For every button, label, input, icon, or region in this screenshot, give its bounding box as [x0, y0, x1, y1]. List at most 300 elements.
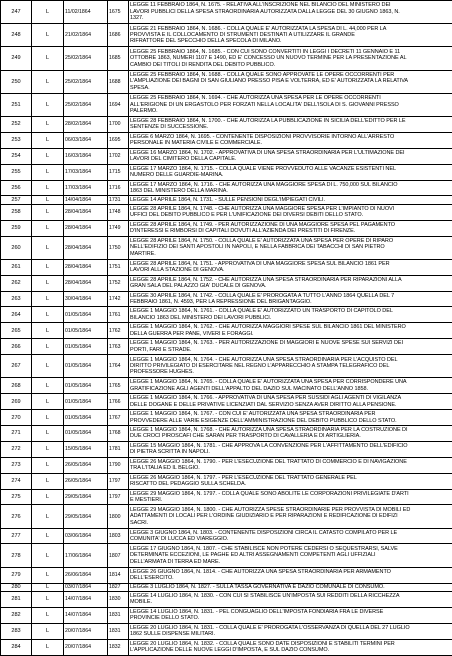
act-number: 1797: [108, 473, 129, 489]
table-row: [1, 339, 452, 355]
description-line: L'AMPLIAZIONE DEI BAGNI DI SAN GIULIANO PRESSO PISA E VOLTERRA, ED E' AUTORIZZATA LA RELATIVA: [130, 78, 451, 84]
act-description: [129, 544, 452, 567]
table-row: [1, 275, 452, 291]
act-number: 1716: [108, 180, 129, 196]
act-description: [129, 623, 452, 639]
act-type: L: [32, 70, 64, 93]
table-row: [1, 1, 452, 24]
act-number: 1800: [108, 505, 129, 528]
description-line: LEGGE 1 MAGGIO 1864, N. 1763. - PER AUTORIZZAZIONE DI MAGGIORI E NUOVE SPESE SUI SERVIZI DEI: [130, 340, 451, 346]
table-row: [1, 307, 452, 323]
description-line: LEGGE 28 FEBBRAIO 1864, N. 1700. - CHE AUTORIZZA LA PUBBLICAZIONE IN SICILIA DELL'EDITTO PER LE: [130, 118, 451, 124]
description-line: LEGGE 14 APRILE 1864, N. 1731. - SULLE PENSIONI DEGL'IMPIEGATI CIVILI.: [130, 197, 451, 203]
description-line: PERSONALE IN MATERIA CIVILE E COMMERCIALE.: [130, 140, 451, 146]
act-type: L: [32, 623, 64, 639]
act-type: L: [32, 236, 64, 259]
act-type: L: [32, 591, 64, 607]
act-description: [129, 204, 452, 220]
act-description: [129, 116, 452, 132]
act-type: L: [32, 544, 64, 567]
entry-number: 249: [1, 47, 32, 70]
act-description: [129, 505, 452, 528]
entry-number: 269: [1, 394, 32, 410]
act-description: [129, 583, 452, 591]
description-line: RISCATTO DEL PEDAGGIO SULLA SCHELDA.: [130, 481, 451, 487]
entry-number: 277: [1, 528, 32, 544]
description-line: OTTOBRE 1863, NUMERI 1107 E 1490, ED E' CONCESSO UN NUOVO TERMINE PER LA PRESENTAZIONE AL: [130, 55, 451, 61]
act-date: 03/06/1864: [64, 528, 108, 544]
act-description: [129, 528, 452, 544]
act-date: 01/05/1864: [64, 410, 108, 426]
act-type: L: [32, 473, 64, 489]
act-number: 1742: [108, 291, 129, 307]
act-number: 1830: [108, 591, 129, 607]
act-type: L: [32, 339, 64, 355]
act-type: L: [32, 148, 64, 164]
description-line: LEGGE 28 APRILE 1864, N. 1752. - CHE AUTORIZZA UNA SPESA STRAORDINARIA PER RIPARAZIONI ALLA: [130, 277, 451, 283]
table-row: [1, 323, 452, 339]
act-date: 26/06/1864: [64, 567, 108, 583]
entry-number: 263: [1, 291, 32, 307]
act-date: 01/05/1864: [64, 425, 108, 441]
description-line: PORTI, FARI E STRADE.: [130, 347, 451, 353]
act-date: 20/07/1864: [64, 639, 108, 655]
table-row: [1, 93, 452, 116]
act-number: 1702: [108, 148, 129, 164]
table-row: [1, 47, 452, 70]
description-line: LEGGE 1 MAGGIO 1864, N. 1764. - CHE AUTORIZZA UNA SPESA STRAORDINARIA PER L'ACQUISTO DEL: [130, 357, 451, 363]
table-row: [1, 24, 452, 47]
act-type: L: [32, 259, 64, 275]
description-line: LEGGE 28 APRILE 1864, N. 1748. - CHE AUTORIZZA UNA MAGGIORE SPESA PER L'IMPIANTO DI NUOVI: [130, 206, 451, 212]
entry-number: 255: [1, 164, 32, 180]
description-line: SACRI.: [130, 520, 451, 526]
description-line: DELL'ESERCITO.: [130, 575, 451, 581]
act-description: [129, 394, 452, 410]
act-type: L: [32, 583, 64, 591]
entry-number: 281: [1, 591, 32, 607]
description-line: DI PIETRA SCRITTA IN NAPOLI.: [130, 449, 451, 455]
description-line: PALERMO.: [130, 108, 451, 114]
description-line: TRA L'ITALIA ED IL BELGIO.: [130, 465, 451, 471]
act-date: 01/05/1864: [64, 355, 108, 378]
act-type: L: [32, 220, 64, 236]
description-line: LEGGE 29 MAGGIO 1864, N. 1800. - CHE AUTORIZZA SPESE STRAORDINARIE PER PROVVISTA DI MOBILI ED: [130, 507, 451, 513]
act-number: 1752: [108, 275, 129, 291]
act-number: 1749: [108, 220, 129, 236]
act-number: 1767: [108, 410, 129, 426]
act-number: 1831: [108, 607, 129, 623]
act-type: L: [32, 489, 64, 505]
entry-number: 280: [1, 583, 32, 591]
entry-number: 268: [1, 378, 32, 394]
act-type: L: [32, 196, 64, 204]
act-number: 1781: [108, 441, 129, 457]
act-date: 17/06/1864: [64, 544, 108, 567]
description-line: LEGGE 1 MAGGIO 1864, N. 1768. - CHE AUTORIZZA UNA SPESA STRAORDINARIA PER LA COSTRUZIONE DI: [130, 427, 451, 433]
entry-number: 284: [1, 639, 32, 655]
table-row: [1, 259, 452, 275]
act-type: L: [32, 457, 64, 473]
entry-number: 273: [1, 457, 32, 473]
table-row: [1, 457, 452, 473]
act-date: 01/05/1864: [64, 378, 108, 394]
description-line: L'APPLICAZIONE DELLE NUOVE LEGGI D'IMPOSTA, E SUL DAZIO CONSUMO.: [130, 647, 451, 653]
table-row: [1, 204, 452, 220]
description-line: LEGGE 21 FEBBRAIO 1864, N. 1686. - COLLA QUALE E' AUTORIZZATA LA SPESA DI L. 44,000 PER LA: [130, 26, 451, 32]
description-line: LEGGE 1 MAGGIO 1864, N. 1765. - COLLA QUALE E' AUTORIZZATA UNA SPESA PER CORRISPONDERE UNA: [130, 379, 451, 385]
description-line: LEGGE 25 FEBBRAIO 1864, N. 1685. - CON CUI SONO CONVERTITI IN LEGGI I DECRETI 11 GENNAIO E 11: [130, 49, 451, 55]
act-type: L: [32, 567, 64, 583]
act-description: [129, 473, 452, 489]
act-type: L: [32, 441, 64, 457]
entry-number: 259: [1, 220, 32, 236]
description-line: 1327.: [130, 15, 451, 21]
description-line: LAVORI DEL CIMITERO DELLA CAPITALE.: [130, 156, 451, 162]
table-row: [1, 116, 452, 132]
description-line: DELLA GUERRA PER PANE, VIVERI E FORAGGI.: [130, 331, 451, 337]
act-date: 28/04/1864: [64, 220, 108, 236]
act-description: [129, 180, 452, 196]
entry-number: 272: [1, 441, 32, 457]
description-line: LEGGE 6 MARZO 1864, N. 1695. - CONTENENTE DISPOSIZIONI PROVVISORIE INTORNO ALL'ARRESTO: [130, 134, 451, 140]
act-number: 1763: [108, 339, 129, 355]
act-description: [129, 323, 452, 339]
description-line: LEGGE 17 MARZO 1864, N. 1715. - COLLA QUALE VIENE PROVVEDUTO ALLE VACANZE ESISTENTI NEL: [130, 166, 451, 172]
table-row: [1, 591, 452, 607]
act-type: L: [32, 394, 64, 410]
table-row: [1, 148, 452, 164]
act-description: [129, 164, 452, 180]
description-line: LEGGE 30 APRILE 1864, N. 1742. - COLLA QUALE E' PROROGATA A TUTTO L'ANNO 1864 QUELLA DEL 7: [130, 293, 451, 299]
act-type: L: [32, 607, 64, 623]
act-type: L: [32, 639, 64, 655]
act-date: 06/03/1864: [64, 132, 108, 148]
entry-number: 252: [1, 116, 32, 132]
description-line: LEGGE 14 LUGLIO 1864, N. 1830. - CON CUI SI STABILISCE UN'IMPOSTA SUI REDDITI DELLA RICCHEZZA: [130, 593, 451, 599]
act-description: [129, 489, 452, 505]
entry-number: 279: [1, 567, 32, 583]
table-row: [1, 583, 452, 591]
act-description: [129, 591, 452, 607]
act-number: 1768: [108, 425, 129, 441]
act-description: [129, 567, 452, 583]
act-date: 14/04/1864: [64, 196, 108, 204]
description-line: BILANCIO 1863 DEL MINISTERO DEI LAVORI PUBBLICI.: [130, 315, 451, 321]
act-description: [129, 132, 452, 148]
description-line: DIRITTO PRIVILEGIATO DI ESERCITARE NEL REGNO L'APPARECCHIO A STAMPA TELEGRAFICO DEL: [130, 363, 451, 369]
act-type: L: [32, 24, 64, 47]
table-row: [1, 441, 452, 457]
description-line: DELL'ARMATA DI TERRA ED MARE.: [130, 559, 451, 565]
entry-number: 274: [1, 473, 32, 489]
act-date: 28/04/1864: [64, 236, 108, 259]
entry-number: 282: [1, 607, 32, 623]
act-type: L: [32, 164, 64, 180]
description-line: DUE CROCI PIROSCAFI CHE SARAN PER TRASPORTO DI CAVALLERIA E DI ARTIGLIERIA.: [130, 433, 451, 439]
act-date: 11/02/1864: [64, 1, 108, 24]
act-description: [129, 425, 452, 441]
description-line: 1863 DEL MINISTERO DELLA MARINA.: [130, 188, 451, 194]
act-description: [129, 607, 452, 623]
act-number: 1761: [108, 307, 129, 323]
description-line: LEGGE 17 GIUGNO 1864, N. 1807. - CHE STABILISCE NON POTERE CEDERSI O SEQUESTRARSI, SALVE: [130, 546, 451, 552]
description-line: LEGGE 1 MAGGIO 1864, N. 1762. - CHE AUTORIZZA MAGGIORI SPESE SUL BILANCIO 1861 DEL MINISTERO: [130, 324, 451, 330]
description-line: MARTIRE.: [130, 251, 451, 257]
table-row: [1, 164, 452, 180]
act-description: [129, 196, 452, 204]
act-description: [129, 355, 452, 378]
act-description: [129, 410, 452, 426]
act-description: [129, 47, 452, 70]
act-description: [129, 70, 452, 93]
act-number: 1688: [108, 70, 129, 93]
act-number: 1751: [108, 259, 129, 275]
table-row: [1, 378, 452, 394]
description-line: LEGGE 28 APRILE 1864, N. 1751. - APPROVATIVA DI UNA MAGGIORE SPESA SUL BILANCIO 1861 PER: [130, 261, 451, 267]
act-date: 25/02/1864: [64, 70, 108, 93]
description-line: LEGGE 1 MAGGIO 1864, N. 1767. - CON CUI E' AUTORIZZATA UNA SPESA STRAORDINARIA PER: [130, 411, 451, 417]
act-number: 1694: [108, 93, 129, 116]
entry-number: 247: [1, 1, 32, 24]
entry-number: 283: [1, 623, 32, 639]
act-number: 1790: [108, 457, 129, 473]
act-type: L: [32, 505, 64, 528]
entry-number: 256: [1, 180, 32, 196]
table-row: [1, 425, 452, 441]
description-line: LEGGE 1 MAGGIO 1864, N. 1766. - APPROVATIVA DI UNA SPESA PER SUSSIDI AGLI AGENTI DI VIGILANZA: [130, 395, 451, 401]
table-row: [1, 70, 452, 93]
act-date: 26/05/1864: [64, 457, 108, 473]
table-row: [1, 196, 452, 204]
act-number: 1675: [108, 1, 129, 24]
description-line: CAMBIO DEI TITOLI DI RENDITA DEL DEBITO PUBBLICO.: [130, 62, 451, 68]
entry-number: 266: [1, 339, 32, 355]
description-line: LEGGE 25 FEBBRAIO 1864, N. 1688. - COLLA QUALE SONO APPROVATE LE OPERE OCCORRENTI PER: [130, 72, 451, 78]
act-date: 17/03/1864: [64, 180, 108, 196]
act-number: 1765: [108, 378, 129, 394]
description-line: NUMERO DELLE GUARDIE-MARINA.: [130, 172, 451, 178]
entry-number: 271: [1, 425, 32, 441]
description-line: LAVORI PUBBLICI DELLA SPESA STRAORDINARIA AUTORIZZATA DALLA LEGGE DEL 30 GIUGNO 1863, N.: [130, 9, 451, 15]
description-line: PROVVEDERE ALLE VARIE ESIGENZE DELL'AMMINISTRAZIONE DEL DEBITO PUBBLICO DELLO STATO.: [130, 418, 451, 424]
act-number: 1695: [108, 132, 129, 148]
act-description: [129, 275, 452, 291]
description-line: LEGGE 25 FEBBRAIO 1864, N. 1694. - CHE AUTORIZZA UNA SPESA PER LE OPERE OCCORRENTI: [130, 95, 451, 101]
act-number: 1827: [108, 583, 129, 591]
description-line: LEGGE 3 GIUGNO 1864, N. 1803. - CONTENENTE DISPOSIZIONI CIRCA IL CATASTO COMPILATO PER LE: [130, 530, 451, 536]
description-line: RIFRATTORE DEL SPECCHIO DELLA SPECOLA DI MILANO.: [130, 38, 451, 44]
description-line: LEGGE 16 MARZO 1864, N. 1702. - APPROVATIVA DI UNA SPESA STRAORDINARIA PER L'ULTIMAZIONE DEI: [130, 150, 451, 156]
table-row: [1, 394, 452, 410]
table-row: [1, 607, 452, 623]
act-type: L: [32, 410, 64, 426]
description-line: D'INTERESSI E RIMBORSI DI CAPITALI DOVUTI ALL'AZIENDA DEI PRESTITI DI FIRENZE.: [130, 228, 451, 234]
description-line: LAVORI ALLA STAZIONE DI GENOVA.: [130, 267, 451, 273]
act-date: 28/04/1864: [64, 259, 108, 275]
act-type: L: [32, 307, 64, 323]
act-description: [129, 148, 452, 164]
act-description: [129, 236, 452, 259]
law-register-body: [1, 1, 452, 656]
act-number: 1764: [108, 355, 129, 378]
description-line: GRAN SALA DEL PALAZZO GIA' DUCALE DI GENOVA.: [130, 283, 451, 289]
act-type: L: [32, 93, 64, 116]
act-description: [129, 93, 452, 116]
act-date: 01/05/1864: [64, 339, 108, 355]
act-date: 14/07/1864: [64, 607, 108, 623]
description-line: MOBILE.: [130, 599, 451, 605]
entry-number: 250: [1, 70, 32, 93]
description-line: LEGGE 17 MARZO 1864, N. 1716. - CHE AUTORIZZA UNA MAGGIORE SPESA DI L. 750,000 SUL BILANCIO: [130, 182, 451, 188]
act-date: 03/07/1864: [64, 583, 108, 591]
act-date: 01/05/1864: [64, 394, 108, 410]
act-date: 16/03/1864: [64, 148, 108, 164]
act-date: 28/04/1864: [64, 275, 108, 291]
act-date: 17/03/1864: [64, 164, 108, 180]
table-row: [1, 544, 452, 567]
table-row: [1, 132, 452, 148]
act-description: [129, 1, 452, 24]
description-line: UFFICI DEL DEBITO PUBBLICO E PER L'UNIFICAZIONE DEI DIVERSI DEBITI DELLO STATO.: [130, 212, 451, 218]
description-line: FEBBRAIO 1861, N. 4593, PER LA REPRESSIONE DEL BRIGANTAGGIO.: [130, 299, 451, 305]
description-line: SENTENZE DI SUCCESSIONE.: [130, 124, 451, 130]
description-line: NELL'EDIFIZIO DEI SANTI APOSTOLI IN NAPOLI, E NELLA FABBRICA DEI TABACCHI DI SAN PIETRO: [130, 244, 451, 250]
act-number: 1807: [108, 544, 129, 567]
act-date: 01/05/1864: [64, 307, 108, 323]
act-number: 1762: [108, 323, 129, 339]
act-number: 1750: [108, 236, 129, 259]
act-number: 1797: [108, 489, 129, 505]
act-description: [129, 457, 452, 473]
description-line: LEGGE 1 MAGGIO 1864, N. 1761. - COLLA QUALE E' AUTORIZZATO UN TRASPORTO DI CAPITOLO DEL: [130, 308, 451, 314]
table-row: [1, 410, 452, 426]
description-line: LEGGE 3 LUGLIO 1864, N. 1827. - SULLA TASSA GOVERNATIVA E DAZIO COMUNALE DI CONSUMO.: [130, 584, 451, 590]
description-line: PROVINCIE DELLO STATO.: [130, 615, 451, 621]
act-number: 1731: [108, 196, 129, 204]
entry-number: 258: [1, 204, 32, 220]
entry-number: 264: [1, 307, 32, 323]
act-type: L: [32, 323, 64, 339]
act-date: 15/05/1864: [64, 441, 108, 457]
description-line: PROVVISTA E IL COLLOCAMENTO DI STRUMENTI DESTINATI A UTILIZZARE IL GRANDE: [130, 32, 451, 38]
description-line: DETERMINATE ECCEZIONI, LE PAGHE ED ALTRI ASSEGNAMENTI COMPETENTI AGLI UFFIZIALI: [130, 552, 451, 558]
act-description: [129, 639, 452, 655]
act-date: 25/02/1864: [64, 47, 108, 70]
description-line: LEGGE 29 MAGGIO 1864, N. 1797. - COLLA QUALE SONO ABOLITE LE CORPORAZIONI PRIVILEGIATE D'ARTI: [130, 491, 451, 497]
entry-number: 276: [1, 505, 32, 528]
act-date: 20/07/1864: [64, 623, 108, 639]
description-line: ADATTAMENTI DI LOCALI PER L'ORDINE GIUDIZIARIO E PER RIPARAZIONI E REDIFICAZIONE DI EDIFIZI: [130, 513, 451, 519]
act-number: 1831: [108, 623, 129, 639]
act-number: 1748: [108, 204, 129, 220]
act-date: 21/02/1864: [64, 24, 108, 47]
table-row: [1, 505, 452, 528]
description-line: ALL'ERIGIONE DI UN ERGASTOLO PER FORZATI NELLA LOCALITA' DELL'ISOLA DI S. GIOVANNI PRESSO: [130, 102, 451, 108]
act-type: L: [32, 132, 64, 148]
act-description: [129, 24, 452, 47]
act-date: 25/02/1864: [64, 93, 108, 116]
act-type: L: [32, 116, 64, 132]
table-row: [1, 355, 452, 378]
act-number: 1700: [108, 116, 129, 132]
act-number: 1685: [108, 47, 129, 70]
act-description: [129, 259, 452, 275]
entry-number: 278: [1, 544, 32, 567]
description-line: 1862 SULLE DISPENSE MILITARI.: [130, 631, 451, 637]
table-row: [1, 639, 452, 655]
entry-number: 248: [1, 24, 32, 47]
act-number: 1814: [108, 567, 129, 583]
entry-number: 262: [1, 275, 32, 291]
entry-number: 260: [1, 236, 32, 259]
table-row: [1, 180, 452, 196]
act-number: 1832: [108, 639, 129, 655]
act-date: 29/05/1864: [64, 505, 108, 528]
act-type: L: [32, 180, 64, 196]
act-type: L: [32, 378, 64, 394]
act-type: L: [32, 425, 64, 441]
description-line: LEGGE 28 APRILE 1864, N. 1749. - PER AUTORIZZAZIONE DI UNA MAGGIORE SPESA PEL PAGAMENTO: [130, 222, 451, 228]
act-type: L: [32, 47, 64, 70]
entry-number: 265: [1, 323, 32, 339]
act-date: 01/05/1864: [64, 323, 108, 339]
description-line: LEGGE 14 LUGLIO 1864, N. 1831. - PEL CONGUAGLIO DELL'IMPOSTA FONDIARIA FRA LE DIVERSE: [130, 609, 451, 615]
act-number: 1686: [108, 24, 129, 47]
description-line: LEGGE 20 LUGLIO 1864, N. 1831. - COLLA QUALE E' PROROGATA L'OSSERVANZA DI QUELLA DEL 27 LUGLIO: [130, 625, 451, 631]
act-date: 29/05/1864: [64, 489, 108, 505]
entry-number: 270: [1, 410, 32, 426]
table-row: [1, 473, 452, 489]
entry-number: 257: [1, 196, 32, 204]
act-description: [129, 441, 452, 457]
description-line: LEGGE 15 MAGGIO 1864, N. 1781. - CHE APPROVA LA CONVENZIONE PER L'AFFITTAMENTO DELL'EDIFICIO: [130, 443, 451, 449]
act-date: 14/07/1864: [64, 591, 108, 607]
act-date: 26/05/1864: [64, 473, 108, 489]
act-description: [129, 339, 452, 355]
act-type: L: [32, 355, 64, 378]
table-row: [1, 291, 452, 307]
act-number: 1715: [108, 164, 129, 180]
entry-number: 254: [1, 148, 32, 164]
description-line: LEGGE 28 APRILE 1864, N. 1750. - COLLA QUALE E' AUTORIZZATA UNA SPESA PER OPERE DI RIPARO: [130, 238, 451, 244]
act-type: L: [32, 1, 64, 24]
entry-number: 251: [1, 93, 32, 116]
description-line: DELLE DOGANE E DELLE PRIVATIVE LICENZIATI DAL SERVIZIO SENZA AVER DIRITTO ALLA PENSIONE.: [130, 402, 451, 408]
description-line: SPESA.: [130, 85, 451, 91]
act-type: L: [32, 204, 64, 220]
entry-number: 253: [1, 132, 32, 148]
act-description: [129, 291, 452, 307]
entry-number: 275: [1, 489, 32, 505]
act-description: [129, 378, 452, 394]
table-row: [1, 567, 452, 583]
table-row: [1, 236, 452, 259]
table-row: [1, 528, 452, 544]
entry-number: 267: [1, 355, 32, 378]
act-description: [129, 220, 452, 236]
act-date: 30/04/1864: [64, 291, 108, 307]
act-type: L: [32, 291, 64, 307]
table-row: [1, 489, 452, 505]
entry-number: 261: [1, 259, 32, 275]
description-line: PROFESSORE HUGHES.: [130, 369, 451, 375]
description-line: LEGGE 26 MAGGIO 1864, N. 1790. - PER L'ESECUZIONE DEL TRATTATO DI COMMERCIO E DI NAVIGAZIONE: [130, 459, 451, 465]
description-line: LEGGE 20 LUGLIO 1864, N. 1832. - COLLA QUALE SONO DATE DISPOSIZIONI E STABILITI TERMINI PER: [130, 641, 451, 647]
description-line: E MESTIERI.: [130, 497, 451, 503]
description-line: LEGGE 26 MAGGIO 1864, N. 1797. - PER L'ESECUZIONE DEL TRATTATO GENERALE PEL: [130, 475, 451, 481]
description-line: COMUNITA' DI LUCCA ED VIAREGGIO.: [130, 536, 451, 542]
